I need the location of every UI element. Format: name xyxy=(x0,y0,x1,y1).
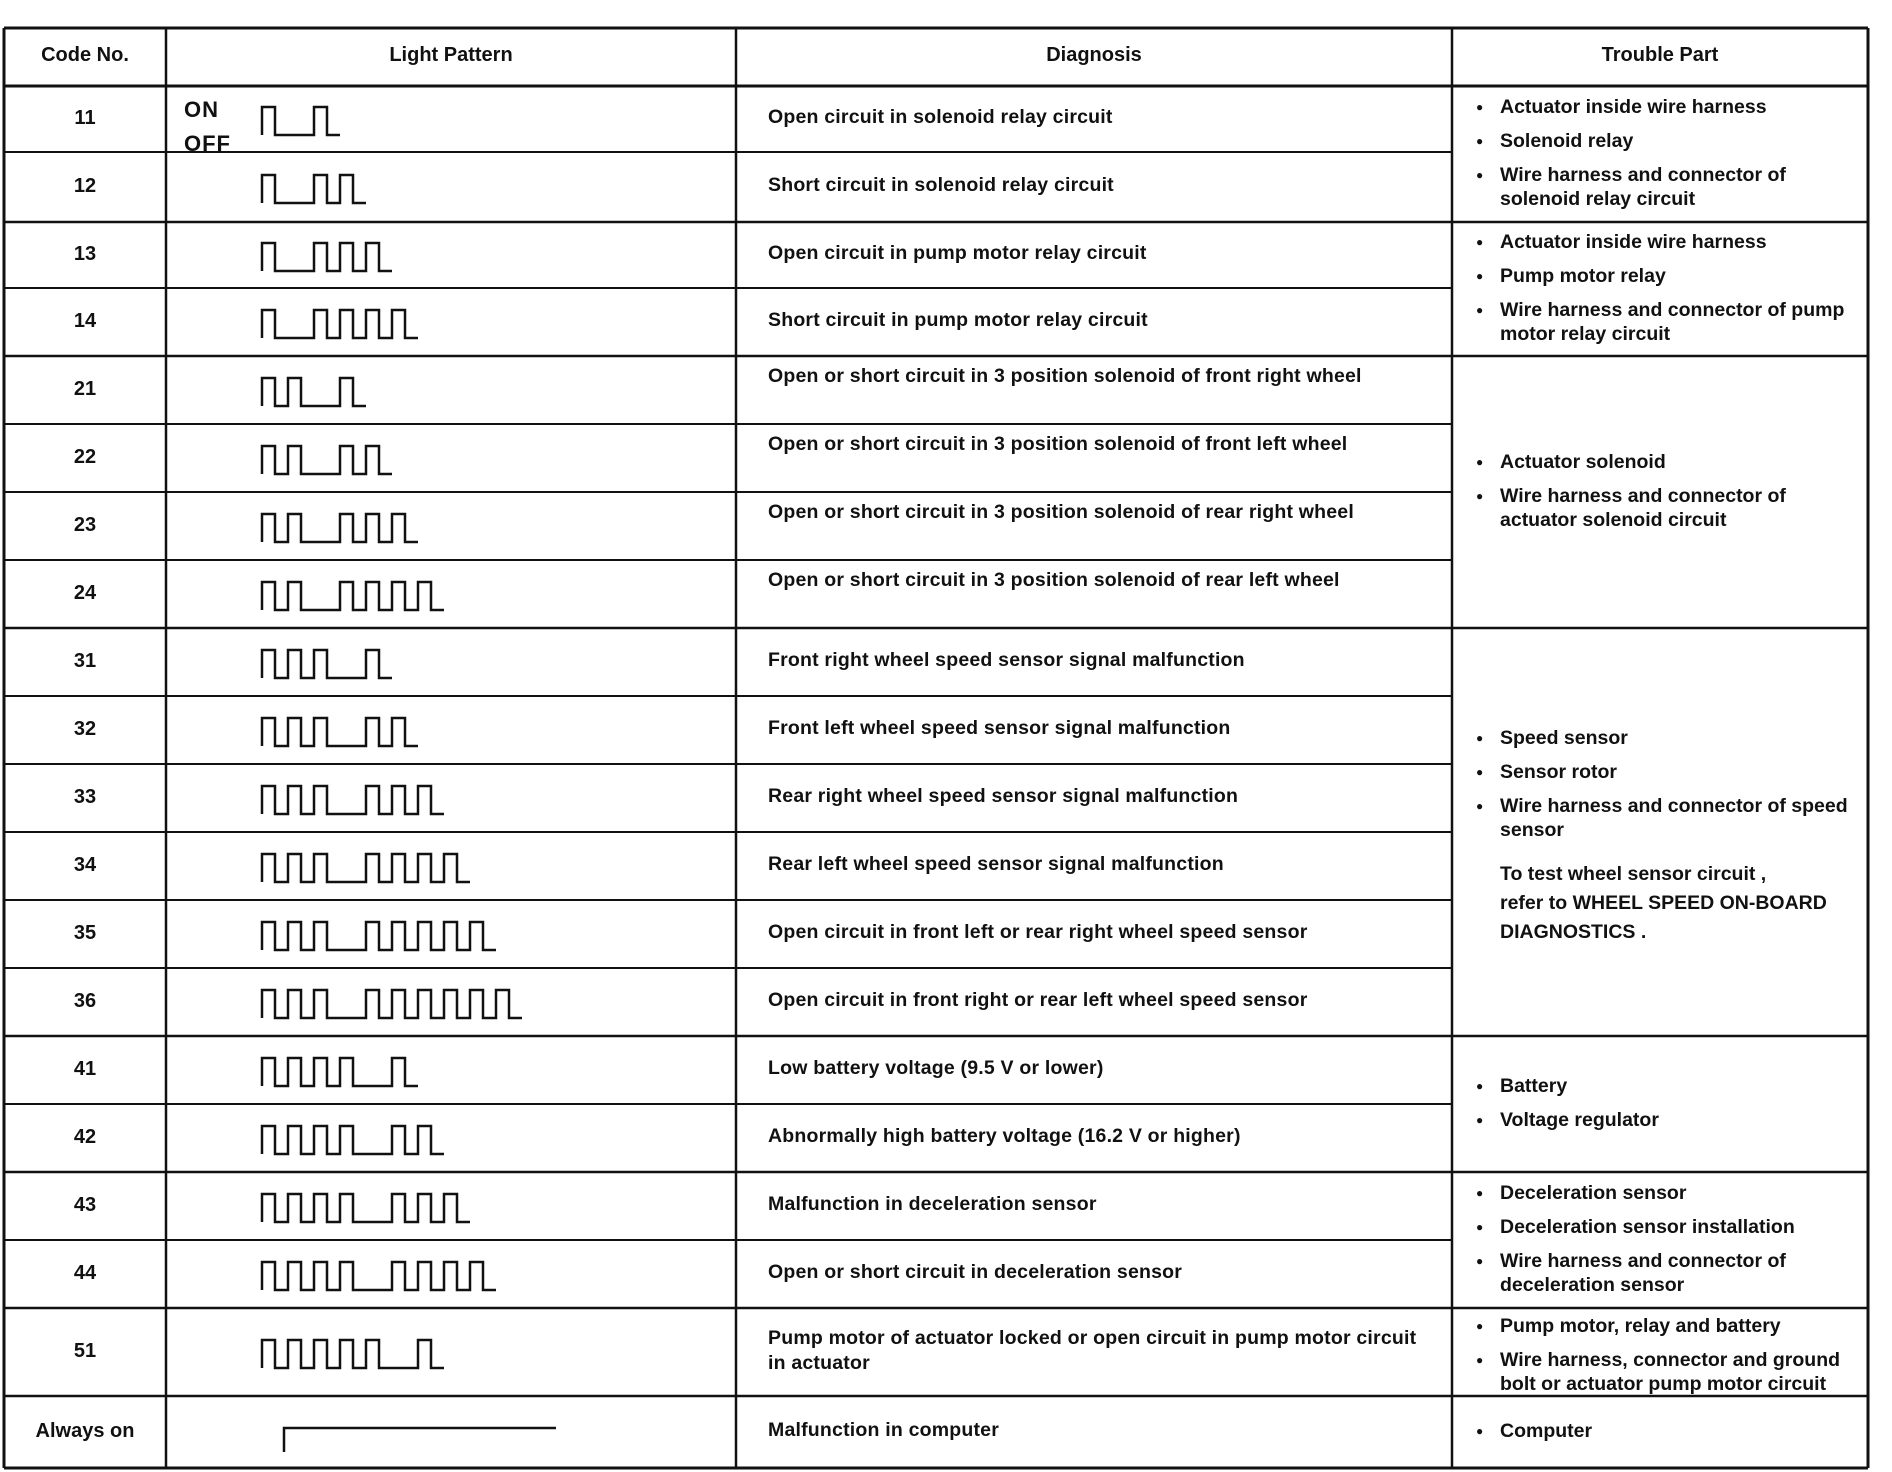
code-number: 13 xyxy=(73,243,97,265)
light-pattern-waveform xyxy=(262,175,366,203)
light-pattern xyxy=(262,786,444,814)
diagnosis-text: Open circuit in solenoid relay circuit xyxy=(768,106,1113,128)
diagnosis-text: Open circuit in front left or rear right wheel speed sensor xyxy=(768,921,1308,943)
code-number: 34 xyxy=(73,854,97,876)
light-pattern-waveform xyxy=(262,1340,444,1368)
light-pattern-waveform xyxy=(262,786,444,814)
trouble-part-item: ● Battery xyxy=(1474,1074,1854,1098)
light-pattern-waveform xyxy=(262,107,340,135)
header-code: Code No. xyxy=(41,44,129,66)
diagnosis-text: Pump motor of actuator locked or open circuit in pump motor circuit in actuator xyxy=(768,1327,1417,1374)
trouble-part-item: ● Pump motor relay xyxy=(1474,264,1854,288)
light-pattern-waveform xyxy=(262,582,444,610)
trouble-part-group xyxy=(1474,450,1854,542)
light-pattern-waveform xyxy=(262,514,418,542)
code-number: 11 xyxy=(74,107,96,129)
diagnosis-text: Open or short circuit in deceleration sensor xyxy=(768,1261,1183,1283)
code-number: 43 xyxy=(73,1194,97,1216)
trouble-part-list xyxy=(1474,1181,1854,1297)
trouble-part-item: ● Deceleration sensor installation xyxy=(1474,1215,1854,1239)
diagnosis-text: Front right wheel speed sensor signal malfunction xyxy=(768,649,1245,671)
light-pattern xyxy=(262,1340,444,1368)
trouble-part-list xyxy=(1474,230,1854,346)
code-number: 51 xyxy=(73,1340,97,1362)
diagnosis-text: Short circuit in pump motor relay circuit xyxy=(768,309,1148,331)
code-number: 22 xyxy=(73,446,97,468)
on-label: ON xyxy=(184,97,219,122)
off-label: OFF xyxy=(184,131,231,156)
trouble-part-list xyxy=(1474,1419,1854,1443)
light-pattern-waveform xyxy=(284,1428,556,1452)
light-pattern xyxy=(262,1126,444,1154)
light-pattern xyxy=(262,922,496,950)
trouble-part-group xyxy=(1474,1181,1854,1307)
diagnosis-text: Open or short circuit in 3 position solenoid of rear left wheel xyxy=(768,569,1340,591)
code-number: 14 xyxy=(73,310,97,332)
code-number: 44 xyxy=(73,1262,97,1284)
code-number: 41 xyxy=(73,1058,97,1080)
light-pattern xyxy=(262,1194,470,1222)
light-pattern-waveform xyxy=(262,922,496,950)
light-pattern xyxy=(262,718,418,746)
diagnosis-text: Rear right wheel speed sensor signal malfunction xyxy=(768,785,1239,807)
trouble-part-item: ● Wire harness and connector of actuator solenoid circuit xyxy=(1474,484,1854,532)
light-pattern xyxy=(262,243,392,271)
light-pattern-waveform xyxy=(262,1058,418,1086)
light-pattern xyxy=(262,378,366,406)
code-number: 23 xyxy=(73,514,97,536)
trouble-part-item: ● Sensor rotor xyxy=(1474,760,1854,784)
light-pattern-waveform xyxy=(262,446,392,474)
light-pattern xyxy=(262,854,470,882)
trouble-part-item: ● Solenoid relay xyxy=(1474,129,1854,153)
diagnosis-text: Malfunction in deceleration sensor xyxy=(768,1193,1097,1215)
diagnosis-text: Malfunction in computer xyxy=(768,1419,1000,1441)
trouble-part-group xyxy=(1474,1074,1854,1142)
diagnosis-text: Open circuit in front right or rear left wheel speed sensor xyxy=(768,989,1308,1011)
header-diagnosis: Diagnosis xyxy=(1046,44,1142,66)
code-number: 33 xyxy=(73,786,97,808)
trouble-part-list xyxy=(1474,450,1854,532)
diagnosis-text: Open or short circuit in 3 position solenoid of rear right wheel xyxy=(768,501,1354,523)
trouble-part-item: ● Computer xyxy=(1474,1419,1854,1443)
trouble-part-item: ● Pump motor, relay and battery xyxy=(1474,1314,1854,1338)
trouble-part-item: ● Deceleration sensor xyxy=(1474,1181,1854,1205)
on-off-legend xyxy=(184,93,231,161)
diagnosis-text: Open or short circuit in 3 position solenoid of front right wheel xyxy=(768,365,1362,387)
diagnosis-text: Open circuit in pump motor relay circuit xyxy=(768,242,1147,264)
light-pattern-waveform xyxy=(262,1194,470,1222)
diagnosis-text: Open or short circuit in 3 position solenoid of front left wheel xyxy=(768,433,1348,455)
trouble-part-list xyxy=(1474,1074,1854,1132)
diagnosis-text: Front left wheel speed sensor signal malfunction xyxy=(768,717,1231,739)
light-pattern-waveform xyxy=(262,378,366,406)
note-line: To test wheel sensor circuit , xyxy=(1500,862,1767,885)
trouble-part-item: ● Wire harness and connector of solenoid relay circuit xyxy=(1474,163,1854,211)
code-number: 42 xyxy=(73,1126,97,1148)
trouble-part-note xyxy=(1474,860,1854,947)
trouble-part-group xyxy=(1474,1314,1854,1406)
light-pattern xyxy=(262,310,418,338)
header-pattern: Light Pattern xyxy=(389,44,513,66)
light-pattern-waveform xyxy=(262,1126,444,1154)
trouble-part-item: ● Wire harness and connector of deceleration sensor xyxy=(1474,1249,1854,1297)
trouble-part-item: ● Actuator inside wire harness xyxy=(1474,230,1854,254)
trouble-part-item: ● Wire harness and connector of speed sensor xyxy=(1474,794,1854,842)
note-line: DIAGNOSTICS . xyxy=(1500,920,1647,943)
light-pattern xyxy=(262,514,418,542)
light-pattern xyxy=(262,446,392,474)
light-pattern-waveform xyxy=(262,243,392,271)
light-pattern-waveform xyxy=(262,718,418,746)
trouble-part-list xyxy=(1474,726,1854,842)
code-number: Always on xyxy=(35,1420,135,1442)
trouble-part-item: ● Actuator solenoid xyxy=(1474,450,1854,474)
light-pattern-waveform xyxy=(262,650,392,678)
trouble-part-item: ● Speed sensor xyxy=(1474,726,1854,750)
light-pattern xyxy=(262,107,340,135)
note-line: refer to WHEEL SPEED ON-BOARD xyxy=(1500,891,1827,914)
trouble-part-item: ● Voltage regulator xyxy=(1474,1108,1854,1132)
code-number: 24 xyxy=(73,582,97,604)
light-pattern xyxy=(262,1058,418,1086)
header-trouble: Trouble Part xyxy=(1601,44,1719,66)
trouble-part-list xyxy=(1474,95,1854,211)
trouble-part-group xyxy=(1474,230,1854,356)
light-pattern xyxy=(262,1262,496,1290)
trouble-part-list xyxy=(1474,1314,1854,1396)
trouble-part-item: ● Wire harness, connector and ground bolt or actuator pump motor circuit xyxy=(1474,1348,1854,1396)
code-number: 35 xyxy=(73,922,97,944)
code-number: 32 xyxy=(73,718,97,740)
light-pattern xyxy=(262,990,522,1018)
diagnosis-text: Short circuit in solenoid relay circuit xyxy=(768,174,1114,196)
trouble-part-group xyxy=(1474,726,1854,947)
light-pattern xyxy=(284,1428,556,1452)
diagnosis-text: Abnormally high battery voltage (16.2 V or higher) xyxy=(768,1125,1241,1147)
diagnosis-text: Rear left wheel speed sensor signal malfunction xyxy=(768,853,1224,875)
light-pattern xyxy=(262,650,392,678)
light-pattern-waveform xyxy=(262,854,470,882)
code-number: 31 xyxy=(73,650,97,672)
diagnosis-text: Low battery voltage (9.5 V or lower) xyxy=(768,1057,1104,1079)
light-pattern-waveform xyxy=(262,990,522,1018)
trouble-part-item: ● Actuator inside wire harness xyxy=(1474,95,1854,119)
trouble-part-group xyxy=(1474,1419,1854,1453)
light-pattern-waveform xyxy=(262,310,418,338)
trouble-part-item: ● Wire harness and connector of pump motor relay circuit xyxy=(1474,298,1854,346)
code-number: 36 xyxy=(73,990,97,1012)
light-pattern xyxy=(262,582,444,610)
light-pattern xyxy=(262,175,366,203)
light-pattern-waveform xyxy=(262,1262,496,1290)
code-number: 12 xyxy=(73,175,97,197)
code-number: 21 xyxy=(73,378,97,400)
trouble-part-group xyxy=(1474,95,1854,221)
